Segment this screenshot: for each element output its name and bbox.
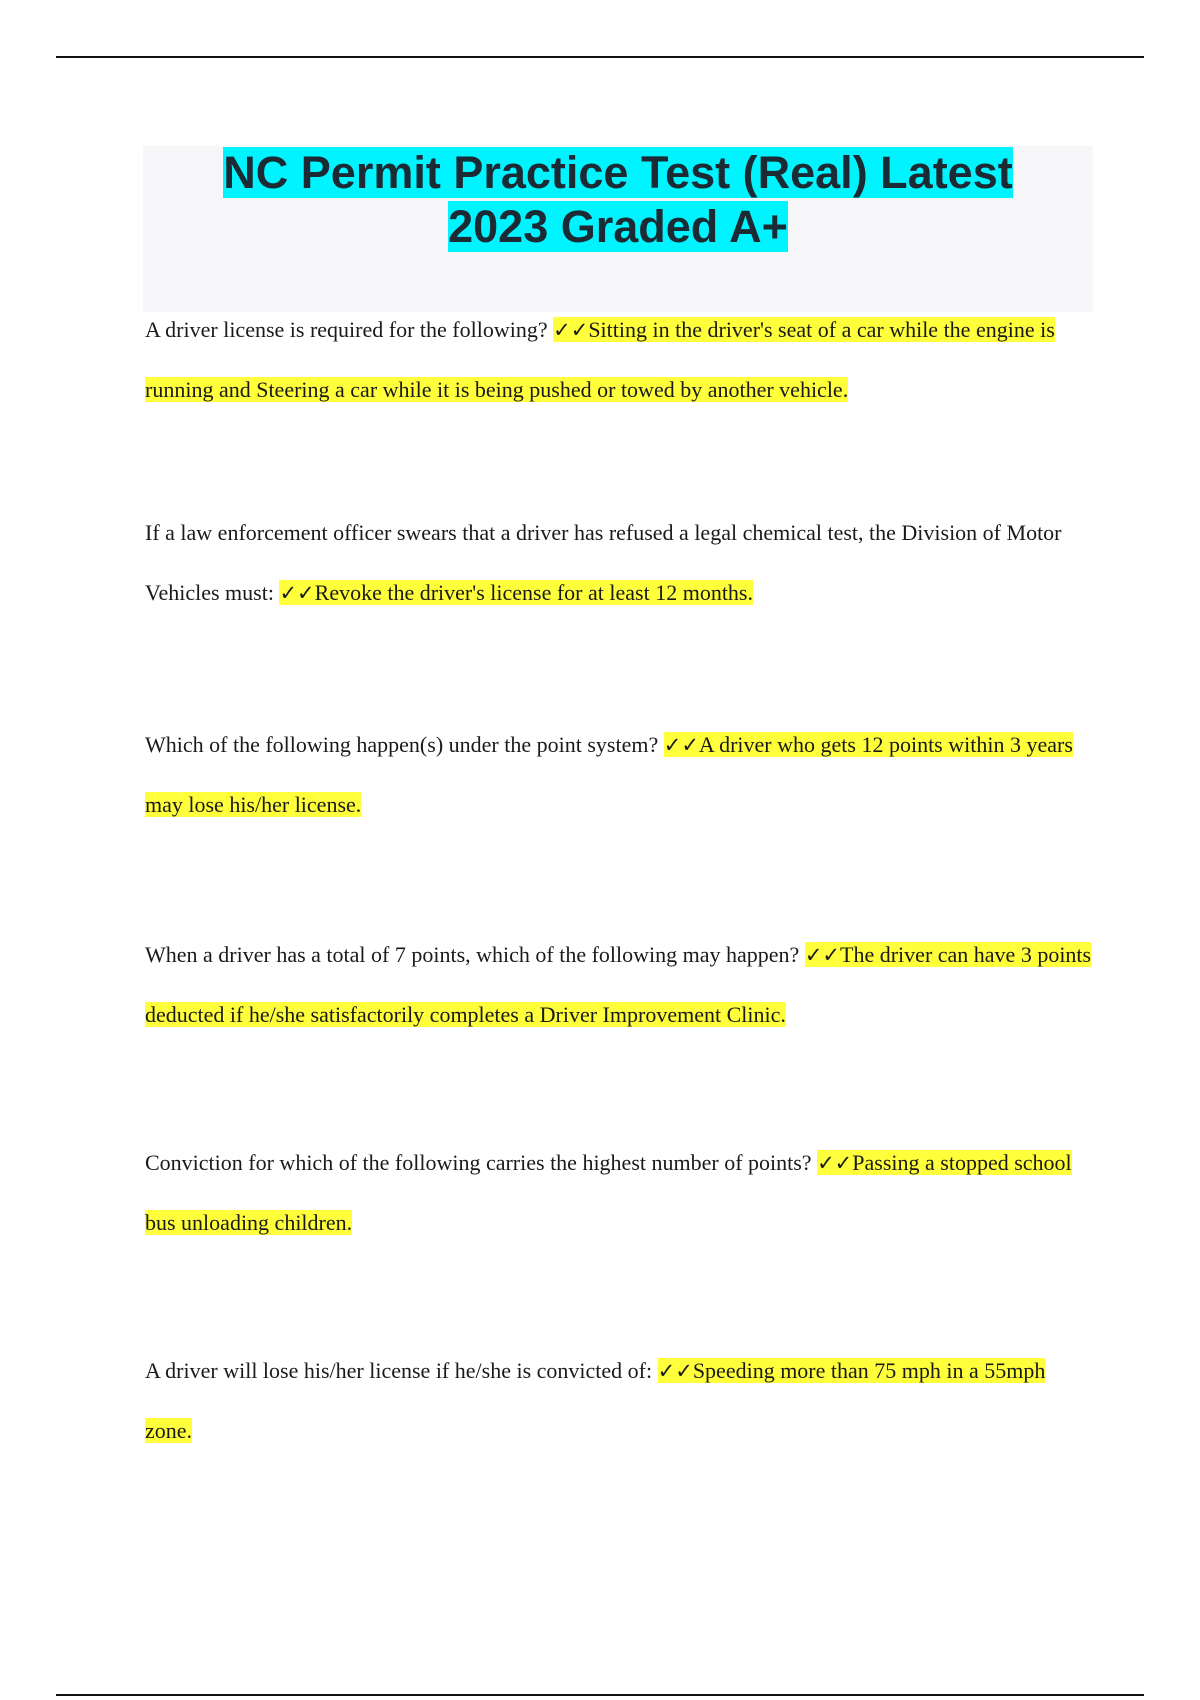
answer-text: Sitting in the driver's seat of a car while the engine is running and Steering a car while it is being pushed or towed by another vehicle. — [145, 317, 1055, 402]
title-line-2: 2023 Graded A+ — [448, 201, 788, 252]
double-check-icon: ✓✓ — [279, 581, 315, 605]
question-text: When a driver has a total of 7 points, which of the following may happen? — [145, 942, 805, 967]
question-text: A driver will lose his/her license if he/she is convicted of: — [145, 1358, 658, 1383]
answer-text: Speeding more than 75 mph in a 55mph zone. — [145, 1358, 1046, 1443]
qa-item-2 — [145, 503, 1095, 623]
bottom-rule — [56, 1694, 1144, 1696]
question-text: Which of the following happen(s) under the point system? — [145, 732, 664, 757]
qa-item-5 — [145, 1133, 1095, 1253]
title-line-1: NC Permit Practice Test (Real) Latest — [223, 147, 1013, 198]
question-text: If a law enforcement officer swears that a driver has refused a legal chemical test, the Division of Motor Vehicles must: — [145, 520, 1062, 605]
answer-text: Revoke the driver's license for at least 12 months. — [314, 580, 753, 605]
double-check-icon: ✓✓ — [663, 733, 699, 757]
double-check-icon: ✓✓ — [817, 1151, 853, 1175]
qa-item-4 — [145, 925, 1095, 1045]
qa-item-6 — [145, 1341, 1095, 1461]
answer-highlight — [279, 580, 753, 605]
answer-text: The driver can have 3 points deducted if he/she satisfactorily completes a Driver Improvement Clinic. — [145, 942, 1092, 1027]
double-check-icon: ✓✓ — [804, 943, 841, 967]
qa-item-1 — [145, 300, 1095, 420]
top-rule — [56, 56, 1144, 58]
answer-text: A driver who gets 12 points within 3 years may lose his/her license. — [145, 732, 1073, 817]
question-text: A driver license is required for the following? — [145, 317, 554, 342]
document-title — [143, 146, 1093, 254]
double-check-icon: ✓✓ — [657, 1359, 693, 1383]
question-text: Conviction for which of the following carries the highest number of points? — [145, 1150, 818, 1175]
answer-text: Passing a stopped school bus unloading children. — [145, 1150, 1072, 1235]
double-check-icon: ✓✓ — [553, 318, 589, 342]
qa-item-3 — [145, 715, 1095, 835]
